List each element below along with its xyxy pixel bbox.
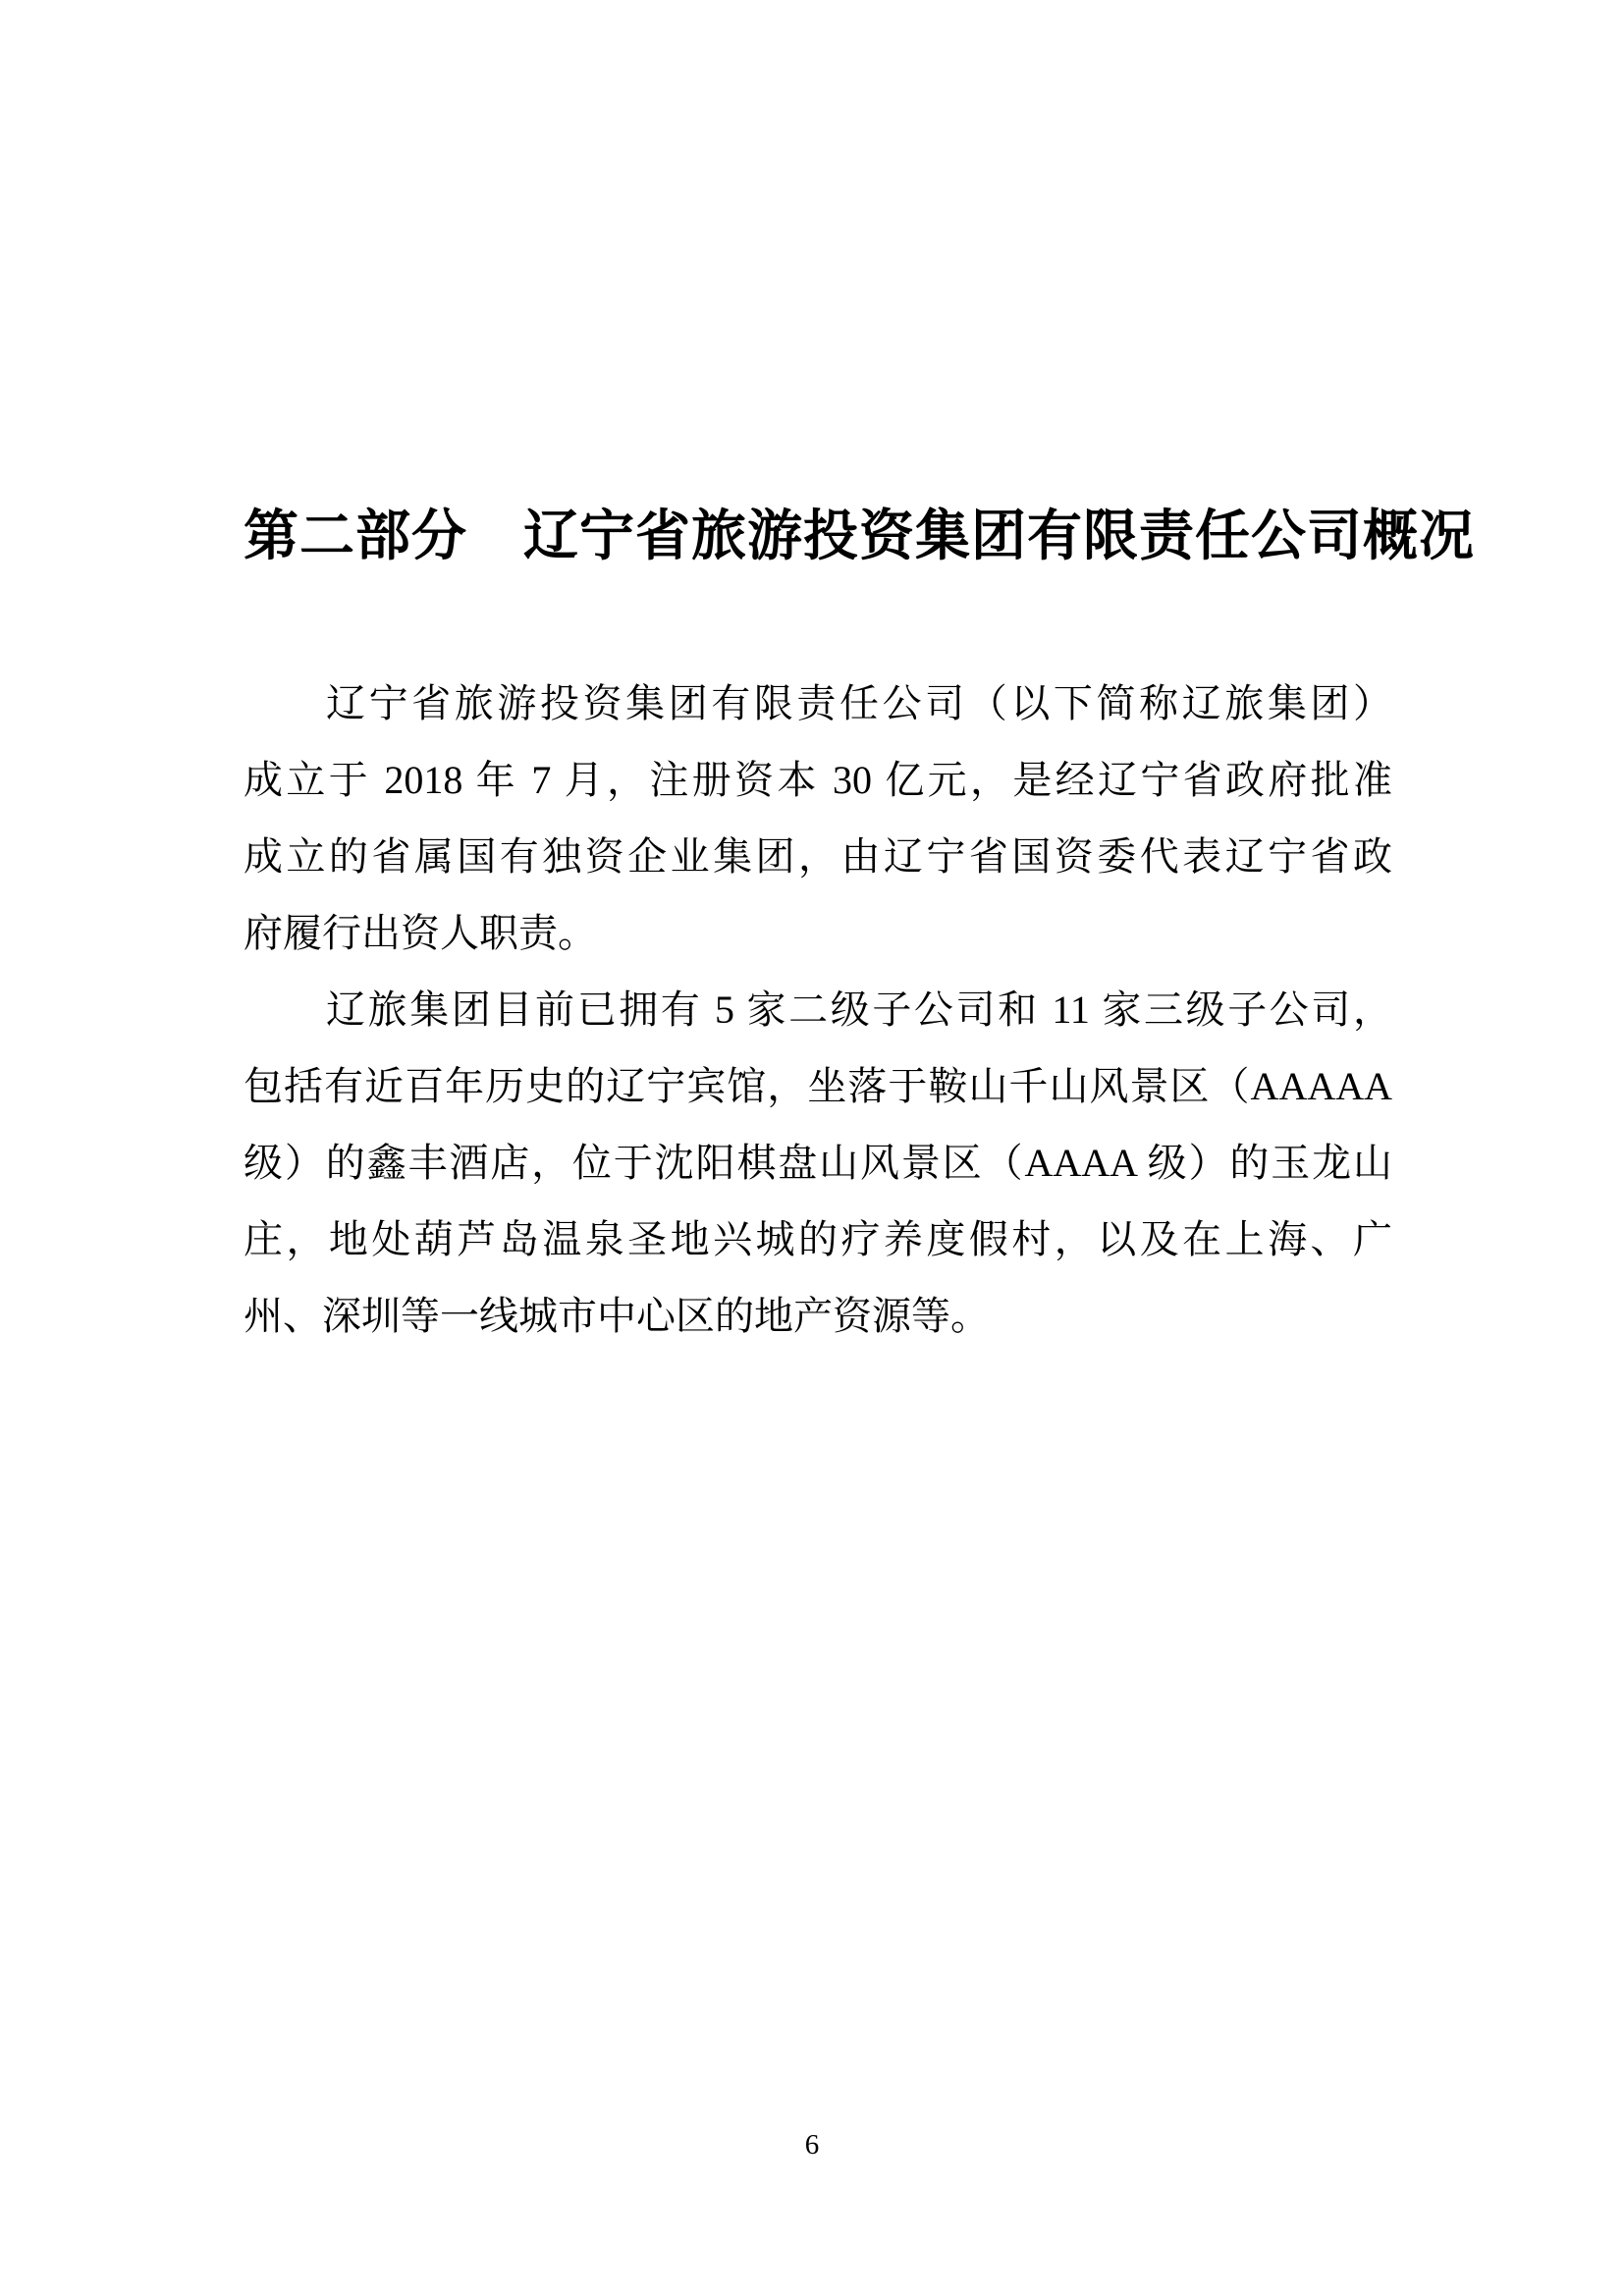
paragraph-line: 包括有近百年历史的辽宁宾馆，坐落于鞍山千山风景区（AAAAA — [244, 1064, 1392, 1108]
paragraph-line: 府履行出资人职责。 — [244, 911, 597, 955]
paragraph-line: 庄，地处葫芦岛温泉圣地兴城的疗养度假村，以及在上海、广 — [244, 1217, 1392, 1261]
paragraph-line: 辽旅集团目前已拥有 5 家二级子公司和 11 家三级子公司， — [326, 988, 1392, 1032]
paragraph-line: 成立于 2018 年 7 月，注册资本 30 亿元，是经辽宁省政府批准 — [244, 758, 1392, 802]
paragraph-line: 成立的省属国有独资企业集团，由辽宁省国资委代表辽宁省政 — [244, 834, 1392, 879]
paragraph-line: 辽宁省旅游投资集团有限责任公司（以下简称辽旅集团） — [326, 681, 1392, 725]
section-title: 第二部分 辽宁省旅游投资集团有限责任公司概况 — [244, 507, 1475, 567]
paragraph-company-overview — [244, 666, 1392, 972]
paragraph-line: 州、深圳等一线城市中心区的地产资源等。 — [244, 1294, 990, 1338]
paragraph-subsidiaries — [244, 972, 1392, 1355]
paragraph-line: 级）的鑫丰酒店，位于沈阳棋盘山风景区（AAAA 级）的玉龙山 — [244, 1141, 1392, 1185]
page-number: 6 — [804, 2129, 820, 2161]
document-body — [244, 666, 1392, 1355]
